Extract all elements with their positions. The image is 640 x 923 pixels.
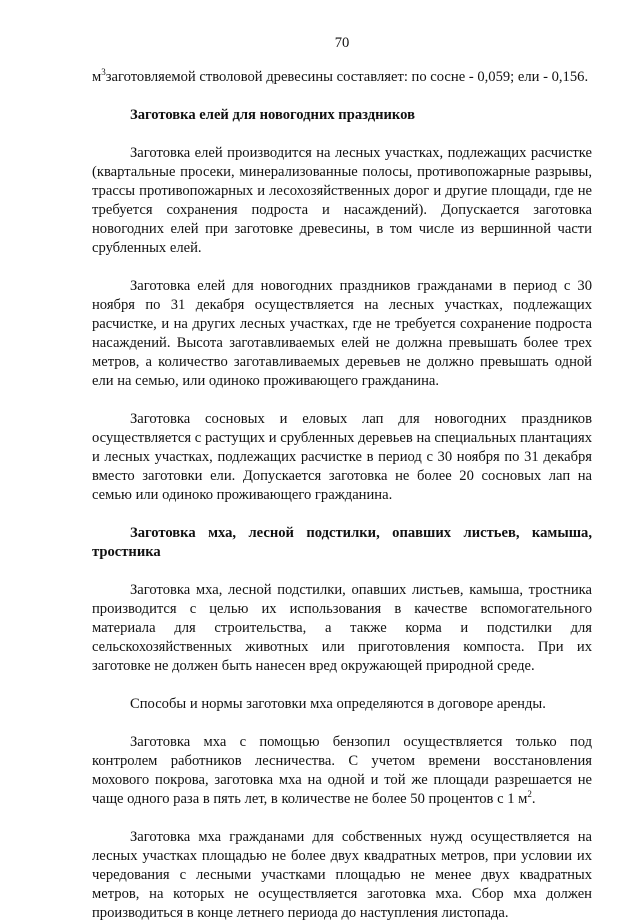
paragraph-text: Заготовка мха с помощью бензопил осуществляется только под контролем работников лесничества. С учетом времени восстановления мохового покрова, заготовка мха на одной и той же площади разрешается не чаще одного раза в пять лет, в количестве не более 50 процентов с 1 м <box>92 734 592 807</box>
paragraph: Заготовка елей производится на лесных участках, подлежащих расчистке (квартальные просеки, минерализованные полосы, противопожарные разрывы, трассы противопожарных и лесохозяйственных дорог и другие площади, где не требуется сохранения подроста и насаждений). Допускается заготовка новогодних елей при заготовке древесины, в том числе из вершинной части срубленных елей. <box>92 145 592 256</box>
paragraph: Заготовка мха гражданами для собственных нужд осуществляется на лесных участках площадью не более двух квадратных метров, при условии их чередования с лесными участками площадью не менее двух квадратных метров, на которых не осуществляется заготовка мха. Сбор мха должен производиться в конце летнего периода до наступления листопада. <box>92 829 592 921</box>
page-number: 70 <box>334 35 350 51</box>
section-heading-fir-trees: Заготовка елей для новогодних праздников <box>130 107 415 123</box>
unit-base: м <box>92 69 102 85</box>
paragraph: Заготовка мха, лесной подстилки, опавших листьев, камыша, тростника производится с целью их использования в качестве вспомогательного материала для строительства, а также корма и подстилки для сельскохозяйственных животных или приготовления компоста. При их заготовке не должен быть нанесен вред окружающей природной среде. <box>92 582 592 674</box>
intro-paragraph <box>92 68 592 87</box>
paragraph-end: . <box>531 791 536 807</box>
paragraph: Заготовка сосновых и еловых лап для новогодних праздников осуществляется с растущих и срубленных деревьев на специальных плантациях и лесных участках, подлежащих расчистке в период с 30 ноября по 31 декабря вместо заготовки ели. Допускается заготовка не более 20 сосновых лап на семью или одиноко проживающего гражданина. <box>92 411 592 503</box>
paragraph: Заготовка елей для новогодних праздников гражданами в период с 30 ноября по 31 декабря осуществляется на лесных участках, подлежащих расчистке, и на других лесных участках, где не требуется сохранение подроста насаждений. Высота заготавливаемых елей не должна превышать более трех метров, а количество заготавливаемых деревьев не должно превышать одной ели на семью, или одиноко проживающего гражданина. <box>92 278 592 389</box>
section-heading-moss: Заготовка мха, лесной подстилки, опавших листьев, камыша, тростника <box>92 525 592 560</box>
paragraph: Способы и нормы заготовки мха определяются в договоре аренды. <box>130 696 546 712</box>
unit-exponent: 3 <box>101 67 106 77</box>
area-exponent: 2 <box>527 789 532 799</box>
paragraph <box>92 733 592 809</box>
intro-text: заготовляемой стволовой древесины составляет: по сосне - 0,059; ели - 0,156. <box>105 69 589 85</box>
